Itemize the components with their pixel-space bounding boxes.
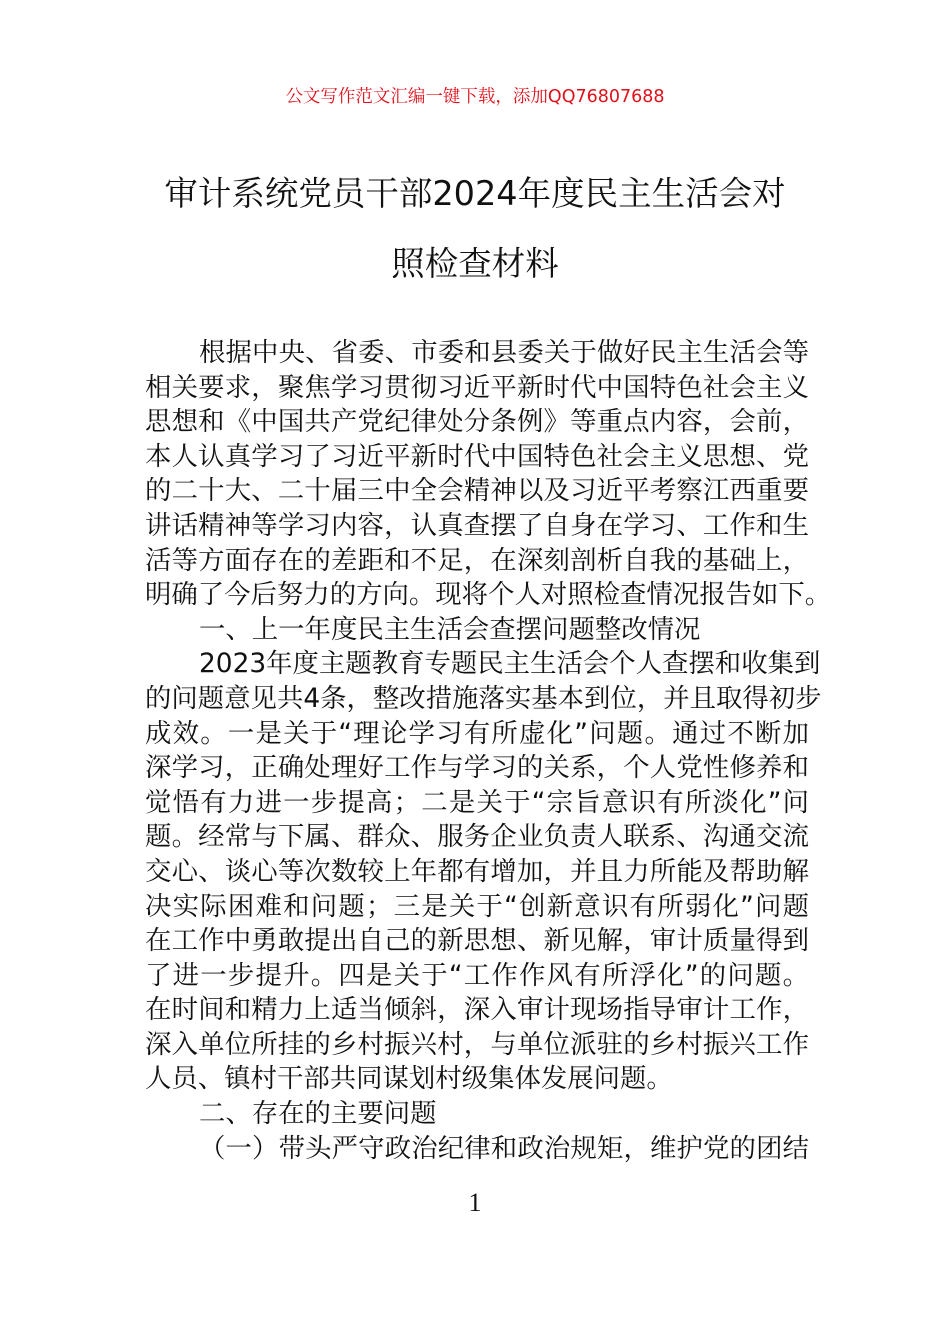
paragraph-line: 了进一步提升。四是关于“工作作风有所浮化”的问题。 — [145, 959, 809, 991]
document-body — [145, 336, 832, 1166]
paragraph-line: 题。经常与下属、群众、服务企业负责人联系、沟通交流 — [145, 821, 809, 853]
paragraph-line: 活等方面存在的差距和不足，在深刻剖析自我的基础上， — [145, 544, 809, 576]
paragraph-line: 决实际困难和问题；三是关于“创新意识有所弱化”问题 — [145, 890, 809, 922]
paragraph-first-line: 2023年度主题教育专题民主生活会个人查摆和收集到 — [199, 648, 821, 680]
paragraph-line: 觉悟有力进一步提高；二是关于“宗旨意识有所淡化”问 — [145, 786, 809, 818]
page-number: 1 — [468, 1188, 482, 1217]
paragraph-line: 交心、谈心等次数较上年都有增加，并且力所能及帮助解 — [145, 855, 809, 887]
paragraph-first-line: 根据中央、省委、市委和县委关于做好民主生活会等 — [199, 337, 809, 368]
paragraph-line: 本人认真学习了习近平新时代中国特色社会主义思想、党 — [145, 440, 809, 472]
paragraph-line: 的问题意见共4条，整改措施落实基本到位，并且取得初步 — [145, 682, 822, 714]
paragraph-first-line: （一）带头严守政治纪律和政治规矩，维护党的团结 — [199, 1132, 809, 1164]
paragraph-line: 人员、镇村干部共同谋划村级集体发展问题。 — [145, 1063, 673, 1095]
paragraph-line: 深学习，正确处理好工作与学习的关系，个人党性修养和 — [145, 752, 809, 784]
document-title-line-2: 照检查材料 — [391, 244, 559, 283]
paragraph-line: 思想和《中国共产党纪律处分条例》等重点内容，会前， — [145, 406, 809, 438]
paragraph-line: 相关要求，聚焦学习贯彻习近平新时代中国特色社会主义 — [145, 371, 809, 403]
paragraph-first-line: 一、上一年度民主生活会查摆问题整改情况 — [199, 613, 701, 645]
paragraph-line: 讲话精神等学习内容，认真查摆了自身在学习、工作和生 — [145, 509, 809, 541]
paragraph-line: 的二十大、二十届三中全会精神以及习近平考察江西重要 — [145, 475, 809, 507]
download-banner: 公文写作范文汇编一键下载，添加QQ76807688 — [285, 87, 665, 107]
paragraph-line: 明确了今后努力的方向。现将个人对照检查情况报告如下。 — [145, 579, 832, 611]
paragraph-line: 深入单位所挂的乡村振兴村，与单位派驻的乡村振兴工作 — [145, 1028, 809, 1060]
paragraph-line: 在工作中勇敢提出自己的新思想、新见解，审计质量得到 — [145, 925, 809, 957]
paragraph-first-line: 二、存在的主要问题 — [199, 1098, 437, 1130]
paragraph-line: 在时间和精力上适当倾斜，深入审计现场指导审计工作， — [145, 994, 809, 1026]
paragraph-line: 成效。一是关于“理论学习有所虚化”问题。通过不断加 — [145, 717, 809, 749]
document-title-line-1: 审计系统党员干部2024年度民主生活会对 — [164, 174, 786, 213]
